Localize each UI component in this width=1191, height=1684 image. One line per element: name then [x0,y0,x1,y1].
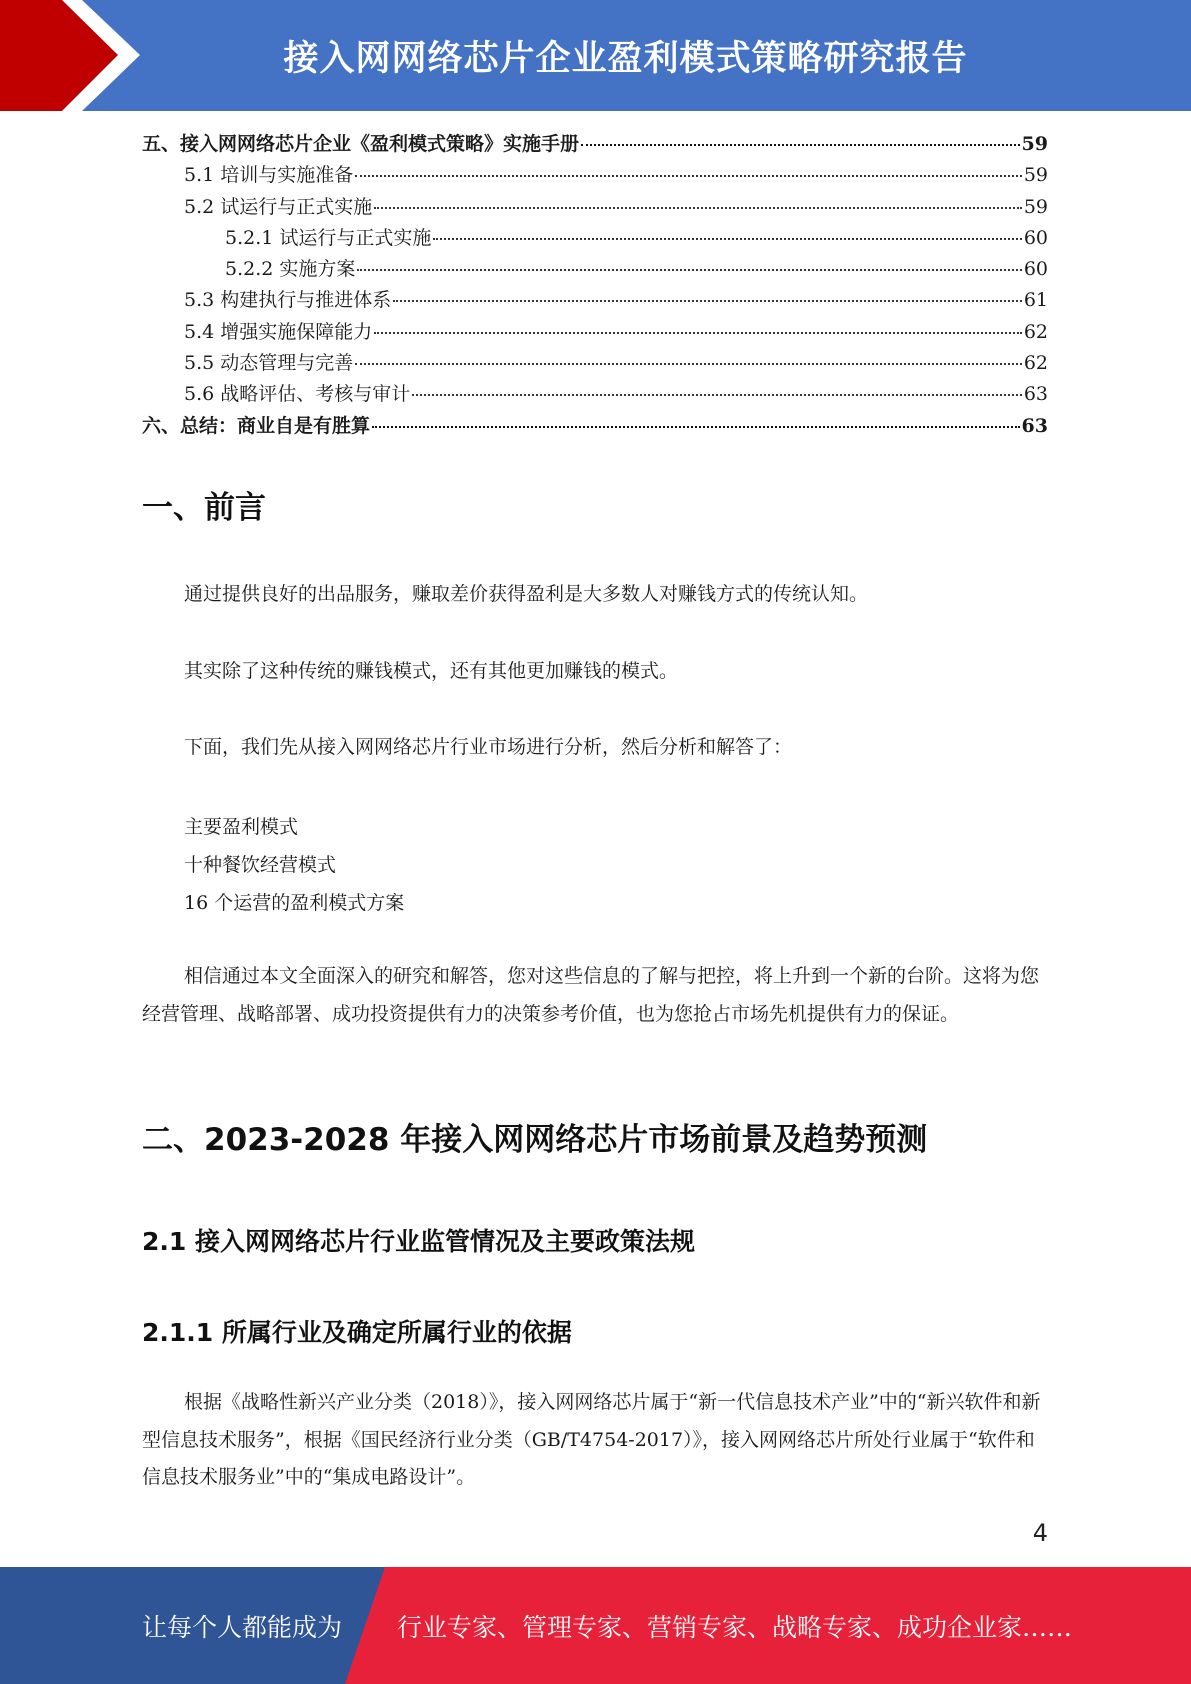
subsection-heading: 2.1.1 所属行业及确定所属行业的依据 [142,1318,572,1347]
paragraph: 其实除了这种传统的赚钱模式，还有其他更加赚钱的模式。 [184,660,679,682]
toc-entry-label: 5.5 动态管理与完善 [184,352,354,375]
toc-entry-label: 5.1 培训与实施准备 [184,164,354,187]
toc-entry-label: 五、接入网网络芯片企业《盈利模式策略》实施手册 [142,133,580,155]
toc-entry-page: 62 [1023,352,1048,375]
toc-entry[interactable] [142,160,1048,191]
table-of-contents [142,129,1048,442]
toc-entry[interactable] [142,192,1048,223]
list-item: 十种餐饮经营模式 [184,854,337,876]
paragraph: 下面，我们先从接入网网络芯片行业市场进行分析，然后分析和解答了： [184,736,793,758]
footer-slogan-right: 行业专家、管理专家、营销专家、战略专家、成功企业家…… [397,1612,1073,1642]
toc-entry-label: 5.6 战略评估、考核与审计 [184,383,411,406]
toc-entry-page: 63 [1023,383,1048,406]
toc-entry-label: 5.2 试运行与正式实施 [184,195,373,218]
list-item: 主要盈利模式 [184,816,299,838]
toc-entry[interactable] [142,223,1048,254]
toc-entry-page: 59 [1023,164,1048,187]
toc-entry[interactable] [142,317,1048,348]
toc-entry[interactable] [142,379,1048,410]
toc-entry-page: 60 [1023,226,1048,249]
toc-entry-label: 六、总结：商业自是有胜算 [142,414,371,437]
toc-entry-label: 5.4 增强实施保障能力 [184,320,373,343]
list-item: 16 个运营的盈利模式方案 [184,892,405,914]
page-number: 4 [1032,1519,1048,1547]
toc-entry-page: 60 [1023,258,1048,281]
toc-entry[interactable] [142,348,1048,379]
toc-entry-page: 61 [1023,289,1048,312]
footer-banner [0,1567,1191,1684]
toc-entry-label: 5.2.2 实施方案 [225,258,356,281]
toc-entry[interactable] [142,254,1048,285]
section-heading-preface: 一、前言 [142,490,266,526]
paragraph: 相信通过本文全面深入的研究和解答，您对这些信息的了解与把控，将上升到一个新的台阶。这将为您经营管理、战略部署、成功投资提供有力的决策参考价值，也为您抢占市场先机提供有力的保证。 [142,965,1040,1025]
toc-entry[interactable] [142,411,1048,442]
toc-entry-label: 5.2.1 试运行与正式实施 [225,226,432,249]
document-title: 接入网网络芯片企业盈利模式策略研究报告 [283,38,968,79]
toc-entry-page: 59 [1021,133,1048,155]
toc-entry-label: 5.3 构建执行与推进体系 [184,289,392,312]
toc-entry[interactable] [142,285,1048,316]
toc-entry-page: 59 [1023,195,1048,218]
header-arrow-decoration [0,0,160,111]
toc-entry[interactable] [142,129,1048,160]
header-banner [0,0,1191,111]
footer-slogan-left: 让每个人都能成为 [142,1612,343,1642]
paragraph: 根据《战略性新兴产业分类（2018）》，接入网网络芯片属于“新一代信息技术产业”中的“新兴软件和新型信息技术服务”，根据《国民经济行业分类（GB/T4754-2017）》，接入网网络芯片所处行业属于“软件和信息技术服务业”中的“集成电路设计”。 [142,1391,1041,1488]
toc-entry-page: 63 [1021,414,1048,437]
toc-entry-page: 62 [1023,320,1048,343]
paragraph: 通过提供良好的出品服务，赚取差价获得盈利是大多数人对赚钱方式的传统认知。 [184,583,869,605]
subsection-heading: 2.1 接入网网络芯片行业监管情况及主要政策法规 [142,1227,695,1256]
section-heading-market: 二、2023-2028 年接入网网络芯片市场前景及趋势预测 [142,1122,928,1158]
